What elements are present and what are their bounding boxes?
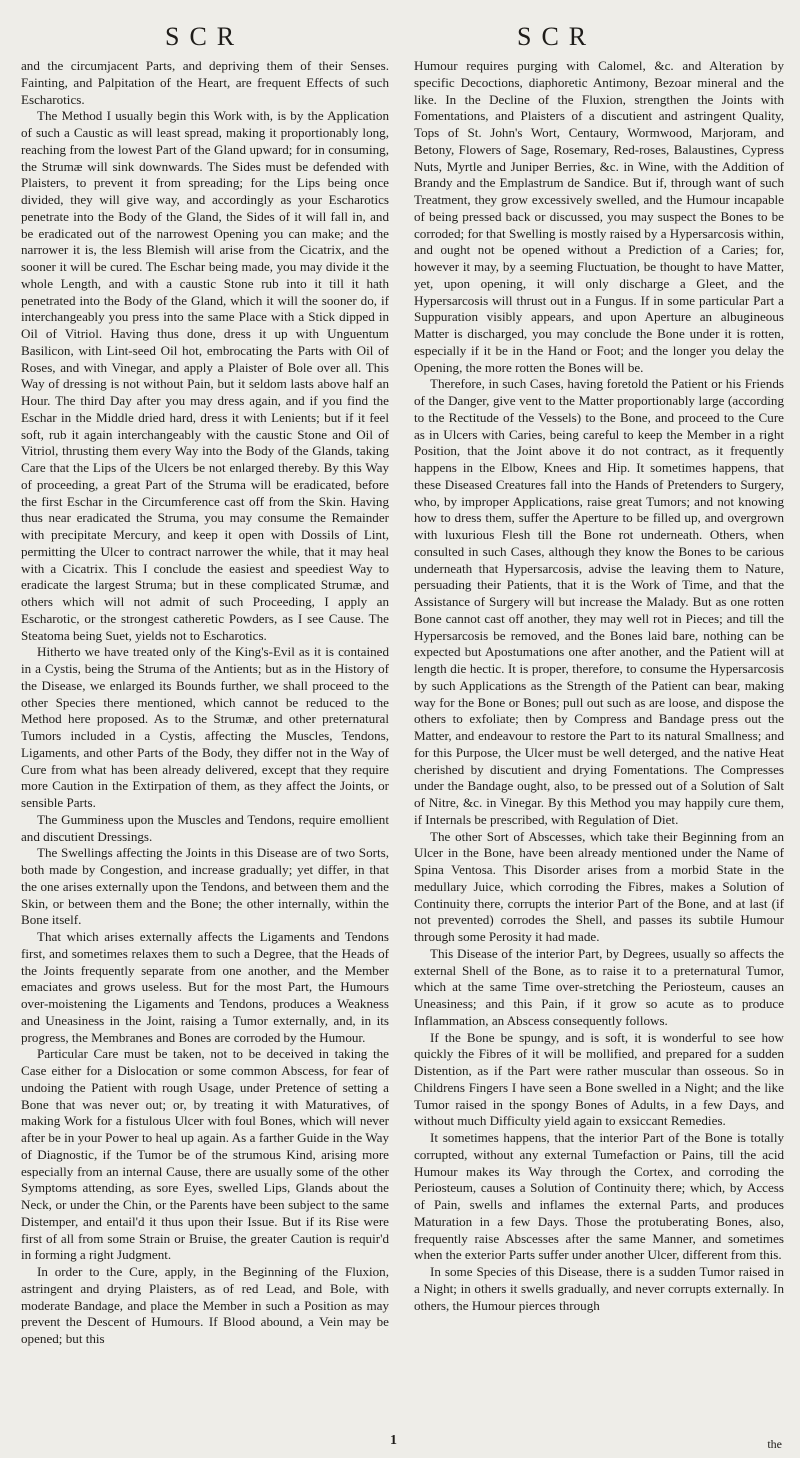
paragraph: The Swellings affecting the Joints in this Disease are of two Sorts, both made by Congestion, and increase gradually; yet differ, in that the one arises externally upon the Tendons, and between them and the Skin, or between them and the Bone; the other internally, within the Bone itself. [21,845,389,928]
paragraph: This Disease of the interior Part, by Degrees, usually so affects the external Shell of the Bone, as to raise it to a preternatural Tumor, which at the same Time over-stretching the Periosteum, causes an Uneasiness; and this Pain, if it grow so acute as to produce Inflammation, an Abscess consequently follows. [414,945,784,1028]
catchword: the [767,1437,782,1451]
running-head-left: SCR [165,22,245,51]
right-column [414,58,784,1314]
paragraph: Humour requires purging with Calomel, &c. and Alteration by specific Decoctions, diaphoretic Antimony, Bezoar mineral and the like. In the Decline of the Fluxion, strengthen the Joints with Fomentations, and Plaisters of a discutient and astringent Quality, Tops of St. John's Wort, Centaury, Wormwood, Marjoram, and Betony, Flowers of Sage, Rosemary, Red-roses, Balaustines, Cypress Nuts, Myrtle and Juniper Berries, &c. in Wine, with the Addition of Brandy and the Emplastrum de Sandice. But if, through want of such Treatment, they grow excessively swelled, and the Humour incapable of being pressed back or discussed, you may suspect the Bones to be corroded; for that Swelling is mostly raised by a Hypersarcosis within, and ought not be opened without a Prediction of a Caries; for, however it may, by a seeming Fluctuation, be thought to have Matter, yet, upon opening, it will only discharge a Gleet, and the Hypersarcosis will thrust out in a Fungus. If in some particular Part a Suppuration visibly appears, and upon Aperture an albugineous Matter is discharged, you may conclude the Bone under it is rotten, especially if it be in the Hand or Foot; and the longer you delay the Opening, the more rotten the Bones will be. [414,58,784,375]
running-head [0,22,800,62]
paragraph: In order to the Cure, apply, in the Beginning of the Fluxion, astringent and drying Plaisters, as of red Lead, and Bole, with moderate Bandage, and place the Member in such a Position as may prevent the Descent of Humours. If Blood abound, a Vein may be opened; but this [21,1264,389,1346]
paragraph: That which arises externally affects the Ligaments and Tendons first, and sometimes relaxes them to such a Degree, that the Heads of the Joints frequently separate from one another, and the Member emaciates and grows useless. But for the most Part, the Humours over-moistening the Ligaments and Tendons, produces a Weakness and Uneasiness in the Joint, raising a Tumor externally, and, in its progress, the Membranes and Bones are corroded by the Humour. [21,929,389,1045]
paragraph: Therefore, in such Cases, having foretold the Patient or his Friends of the Danger, give vent to the Matter proportionably large (according to the Rectitude of the Vessels) to the Bone, and proceed to the Cure as in Ulcers with Caries, being careful to keep the Member in a right Position, that the Joint above it do not contract, as it frequently happens in the Elbow, Knees and Hip. It sometimes happens, that these Diseased Creatures fall into the Hands of Pretenders to Surgery, who, by improper Applications, raise great Tumors; and not knowing how to dress them, suffer the Aperture to be filled up, and overgrown with luxurious Flesh till the Bone rot underneath. Others, when consulted in such Cases, although they know the Bones to be carious underneath that Hypersarcosis, advise the leaving them to Nature, persuading their Patients, that it is the Work of Time, and that the Assistance of Surgery will but increase the Malady. But as one rotten Bone cannot cast off another, they may well rot in Pieces; and till the Hypersarcosis be removed, and the Bones laid bare, nothing can be expected but Apostumations one after another, and the Patient will at length die hectic. It is proper, therefore, to consume the Hypersarcosis by such Applications as the Strength of the Patient can bear, making way for the Bone or Bones; pull out such as are loose, and dispose the others to exfoliate; then by Compress and Bandage press out the Matter, and endeavour to restore the Part to its natural Smallness; and for this Purpose, the Ulcer must be well deterged, and the native Heat cherished by discutient and drying Fomentations. The Compresses under the Bandage ought, also, to be pressed out of a Solution of Salt of Nitre, &c. in Vinegar. By this Method you may happily cure them, if Internals be prescribed, with Regulation of Diet. [414,376,784,827]
paragraph: It sometimes happens, that the interior Part of the Bone is totally corrupted, without any external Tumefaction or Pains, till the acid Humour makes its Way through the Cortex, and corroding the Periosteum, causes a Solution of Continuity there; which, by Access of Pain, swells and inflames the external Parts, and produces Maturation in a few Days. Those the protuberating Bones, also, frequently raise Abscesses after the same Manner, and sometimes when the exterior Parts suffer under another Ulcer, different from this. [414,1130,784,1263]
paragraph: The Method I usually begin this Work with, is by the Application of such a Caustic as will least spread, making it proportionably long, reaching from the lowest Part of the Gland upward; for in consuming, the Strumæ will sink downwards. The Sides must be defended with Plaisters, to prevent it from spreading; for the Lips being once divided, they will give way, and accordingly as your Escharotics penetrate into the Body of the Gland, the Sides of it will fall in, and be eradicated out of the narrowest Opening you can make; and the narrower it is, the less Blemish will arise from the Cicatrix, and the sooner it will be cured. The Eschar being made, you may divide it the whole Length, and with a caustic Stone rub into it till it hath penetrated into the Body of the Gland, which it will the sooner do, if interchangeably you press into the same Place with a Stick dipped in Oil of Vitriol. Having thus done, dress it up with Unguentum Basilicon, with Lint-seed Oil hot, embrocating the Parts with Oil of Roses, and with Vinegar, and apply a Plaister of Bole over all. This Way of dressing is not without Pain, but it seldom lasts above half an Hour. The third Day after you may dress again, and if you find the Eschar in the Middle dried hard, dress it with Lenients; but if it feel soft, rub it again interchangeably with the caustic Stone and Oil of Vitriol, thrusting them every Way into the Body of the Glands, taking Care that the Lips of the Ulcers be not enlarged thereby. By this Way of proceeding, a great Part of the Struma will be eradicated, before the first Eschar in the Circumference cast off from the Skin. Having thus near eradicated the Struma, you may consume the Remainder with precipitate Mercury, and keep it open with Dossils of Lint, permitting the Ulcer to contract narrower the while, that it may heal with a Cicatrix. This I conclude the easiest and speediest Way to eradicate the largest Struma; but in these complicated Strumæ, and others which will not admit of such Proceeding, I apply an Escharotic, or the strongest catheretic Powders, as I see Cause. The Steatoma being Suet, yields not to Escharotics. [21,108,389,643]
signature-mark: 1 [390,1433,397,1448]
paragraph: and the circumjacent Parts, and depriving them of their Senses. Fainting, and Palpitation of the Heart, are frequent Effects of such Escharotics. [21,58,389,107]
paragraph: The other Sort of Abscesses, which take their Beginning from an Ulcer in the Bone, have been already mentioned under the Name of Spina Ventosa. This Disorder arises from a morbid State in the medullary Juice, which corroding the Fibres, makes a Solution of Continuity there, corrupts the interior Part of the Bone, and at last (if not prevented) corrodes the Shell, and passes its subtile Humour through some Perosity it had made. [414,828,784,944]
paragraph: Particular Care must be taken, not to be deceived in taking the Case either for a Dislocation or some common Abscess, for fear of undoing the Patient with rough Usage, under Pretence of setting a Bone that was never out; or, by treating it with Maturatives, of making Work for a fistulous Ulcer with foul Bones, which will never after be in your Power to heal up again. As a farther Guide in the Way of Diagnostic, if the Tumor be of the strumous Kind, arising more especially from an internal Cause, there are usually some of the other Symptoms attending, as sore Eyes, swelled Lips, Glands about the Neck, or under the Chin, or the Parents have been subject to the same Distemper, and entail'd it thus upon their Issue. But if its Rise were first of all from some Strain or Bruise, the greater Caution is requir'd in forming a right Judgment. [21,1046,389,1263]
running-head-right: SCR [517,22,597,51]
paragraph: The Gumminess upon the Muscles and Tendons, require emollient and discutient Dressings. [21,811,389,844]
paragraph: If the Bone be spungy, and is soft, it is wonderful to see how quickly the Fibres of it will be mollified, and prepared for a sudden Distention, as if the Part were rather muscular than osseous. So in Childrens Fingers I have seen a Bone swelled in a Night; and the like Tumor raised in the spongy Bones of Adults, in a few Days, and without much Difficulty yield again to exsiccant Remedies. [414,1029,784,1129]
paragraph: In some Species of this Disease, there is a sudden Tumor raised in a Night; in others it swells gradually, and never corrupts externally. In others, the Humour pierces through [414,1264,784,1313]
left-column [21,58,389,1348]
paragraph: Hitherto we have treated only of the King's-Evil as it is contained in a Cystis, being the Struma of the Antients; but as in the History of the Disease, we enlarged its Bounds further, we shall proceed to the other Species there mentioned, which cannot be reduced to the Method here proposed. As to the Strumæ, and other preternatural Tumors included in a Cystis, affecting the Muscles, Tendons, Ligaments, and other Parts of the Body, they differ not in the Way of Cure from what has been already delivered, except that they require more Caution in the Extirpation of them, as they affect the Joints, or sensible Parts. [21,644,389,810]
